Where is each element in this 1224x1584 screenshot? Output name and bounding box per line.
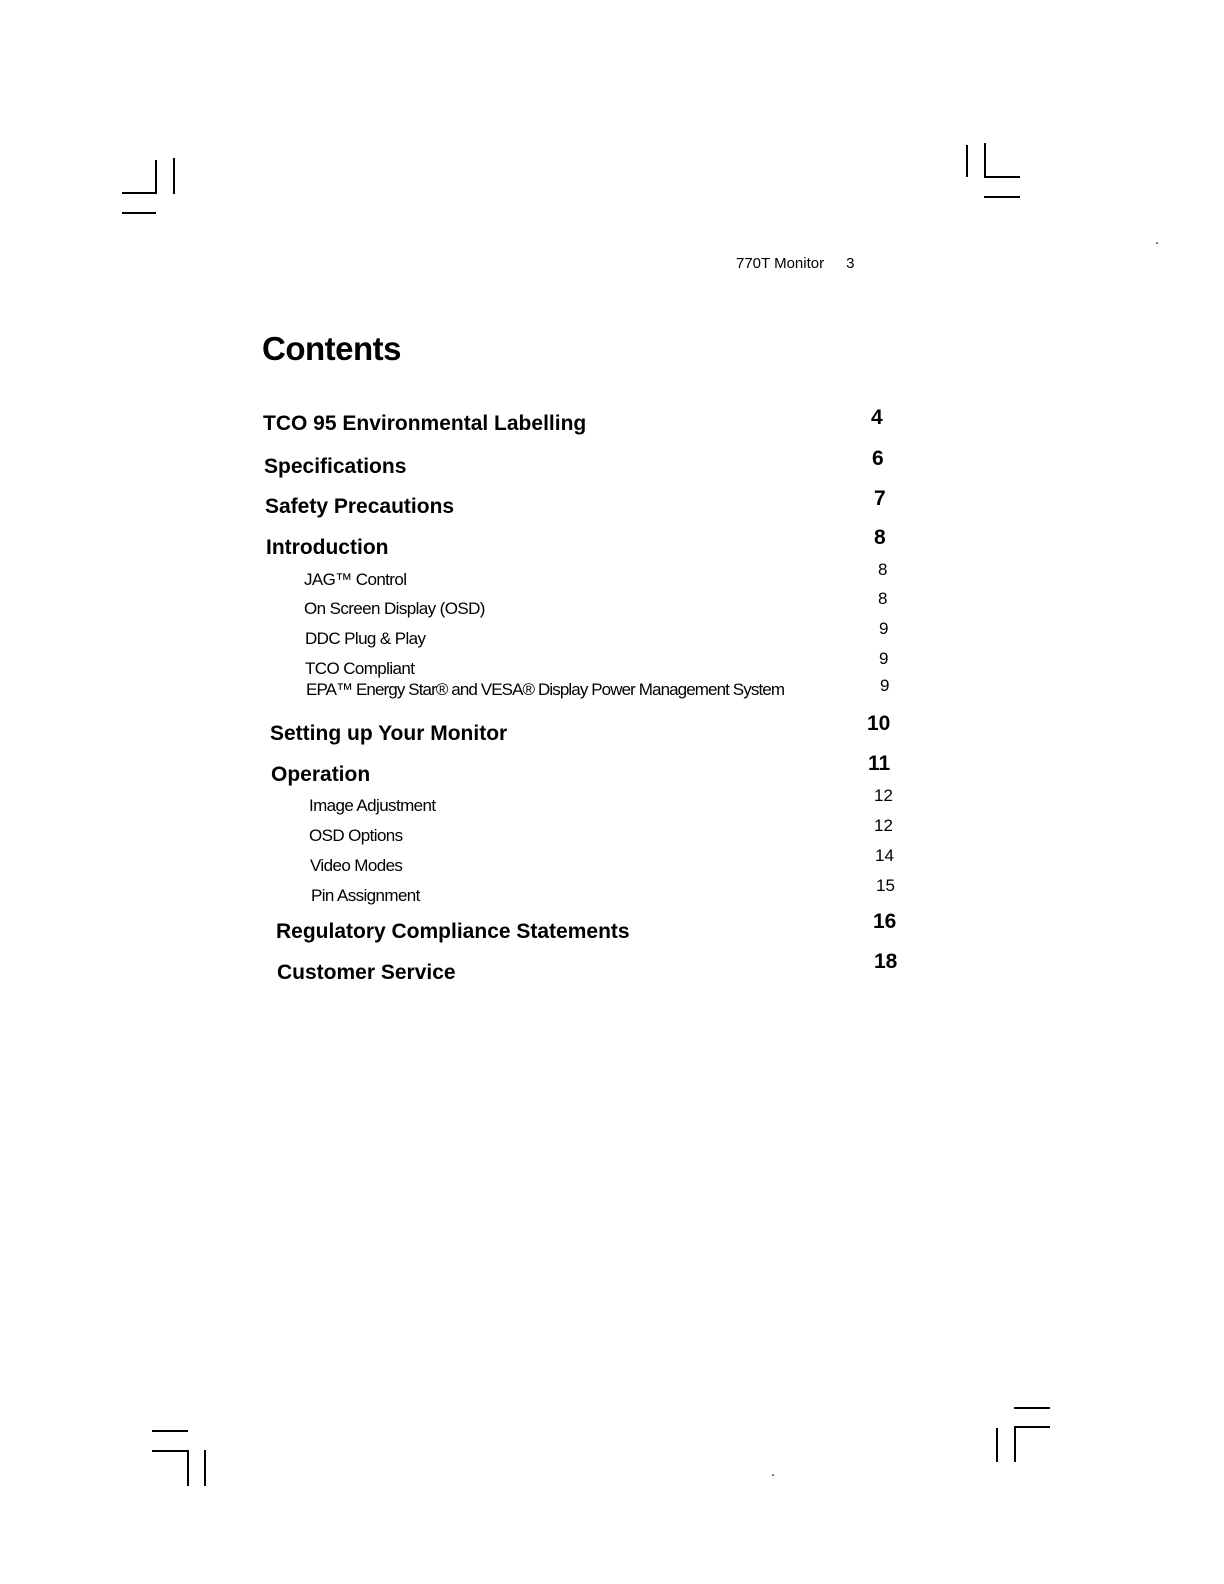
- toc-entry-page: 12: [874, 816, 893, 835]
- toc-entry[interactable]: [0, 786, 1224, 826]
- crop-mark-bottom-right: [1014, 1426, 1050, 1428]
- crop-mark-top-right: [984, 143, 986, 177]
- document-name: 770T Monitor: [736, 255, 825, 272]
- crop-mark-bottom-right: [1014, 1426, 1016, 1462]
- crop-mark-top-right: [966, 145, 968, 177]
- toc-entry-page: 4: [871, 406, 883, 429]
- toc-entry-page: 7: [874, 487, 886, 510]
- toc-entry[interactable]: [0, 560, 1224, 600]
- crop-mark-top-left: [122, 212, 156, 214]
- toc-entry-page: 9: [879, 649, 889, 668]
- scan-speck: [1156, 242, 1158, 244]
- crop-mark-bottom-right: [996, 1428, 998, 1462]
- toc-entry-page: 10: [867, 712, 891, 735]
- toc-entry-page: 9: [880, 676, 890, 695]
- toc-entry[interactable]: [0, 816, 1224, 856]
- toc-entry-title: On Screen Display (OSD): [304, 599, 485, 618]
- toc-entry-title: Introduction: [266, 536, 389, 559]
- toc-entry-page: 15: [876, 876, 895, 895]
- toc-entry-title: Operation: [271, 763, 371, 786]
- crop-mark-top-right: [984, 176, 1020, 178]
- toc-entry[interactable]: [0, 589, 1224, 629]
- crop-mark-bottom-left: [152, 1450, 188, 1452]
- toc-entry-page: 12: [874, 786, 893, 805]
- toc-entry[interactable]: [0, 712, 1224, 752]
- toc-entry-page: 14: [875, 846, 894, 865]
- crop-mark-bottom-left: [204, 1450, 206, 1486]
- scan-speck: [772, 1474, 774, 1476]
- running-header: [736, 255, 854, 272]
- toc-entry-page: 18: [874, 950, 898, 973]
- toc-entry-page: 8: [878, 589, 888, 608]
- toc-entry-page: 11: [868, 752, 891, 775]
- toc-entry[interactable]: [0, 910, 1224, 950]
- toc-entry[interactable]: [0, 487, 1224, 525]
- toc-entry[interactable]: [0, 526, 1224, 566]
- toc-entry-title: EPA™ Energy Star® and VESA® Display Power Management System: [306, 680, 785, 699]
- crop-mark-top-right: [984, 196, 1020, 198]
- toc-entry-title: OSD Options: [309, 826, 403, 845]
- toc-entry[interactable]: [0, 447, 1224, 485]
- toc-entry-title: Regulatory Compliance Statements: [276, 920, 630, 943]
- toc-entry-page: 16: [873, 910, 897, 933]
- toc-entry-title: TCO 95 Environmental Labelling: [263, 412, 587, 435]
- page-title: Contents: [262, 330, 401, 367]
- toc-entry[interactable]: [0, 846, 1224, 886]
- crop-mark-top-left: [155, 160, 157, 194]
- page-number: 3: [846, 255, 855, 272]
- crop-mark-bottom-right: [1014, 1407, 1050, 1409]
- crop-mark-top-left: [173, 158, 175, 194]
- toc-entry-title: Setting up Your Monitor: [270, 722, 508, 745]
- toc-entry[interactable]: [0, 752, 1224, 793]
- crop-mark-bottom-left: [187, 1450, 189, 1486]
- toc-entry[interactable]: [0, 950, 1224, 991]
- crop-mark-bottom-left: [152, 1430, 188, 1432]
- toc-entry[interactable]: [0, 676, 1224, 710]
- toc-entry[interactable]: [0, 876, 1224, 916]
- toc-entry-title: JAG™ Control: [304, 570, 407, 589]
- toc-entry-title: TCO Compliant: [305, 659, 415, 678]
- toc-entry-title: Image Adjustment: [309, 796, 436, 815]
- toc-entry-page: 8: [874, 526, 886, 549]
- toc-entry-page: 6: [872, 447, 884, 470]
- toc-entry-page: 9: [879, 619, 889, 638]
- toc-entry-title: Pin Assignment: [311, 886, 420, 905]
- toc-entry-page: 8: [878, 560, 888, 579]
- toc-entry-title: Specifications: [264, 455, 407, 478]
- toc-entry-title: Safety Precautions: [265, 495, 455, 518]
- crop-mark-top-left: [122, 192, 156, 194]
- toc-entry-title: Video Modes: [310, 856, 403, 875]
- toc-entry[interactable]: [0, 406, 1224, 442]
- toc-entry-title: DDC Plug & Play: [305, 629, 426, 648]
- toc-entry-title: Customer Service: [277, 961, 456, 984]
- toc-entry[interactable]: [0, 619, 1224, 659]
